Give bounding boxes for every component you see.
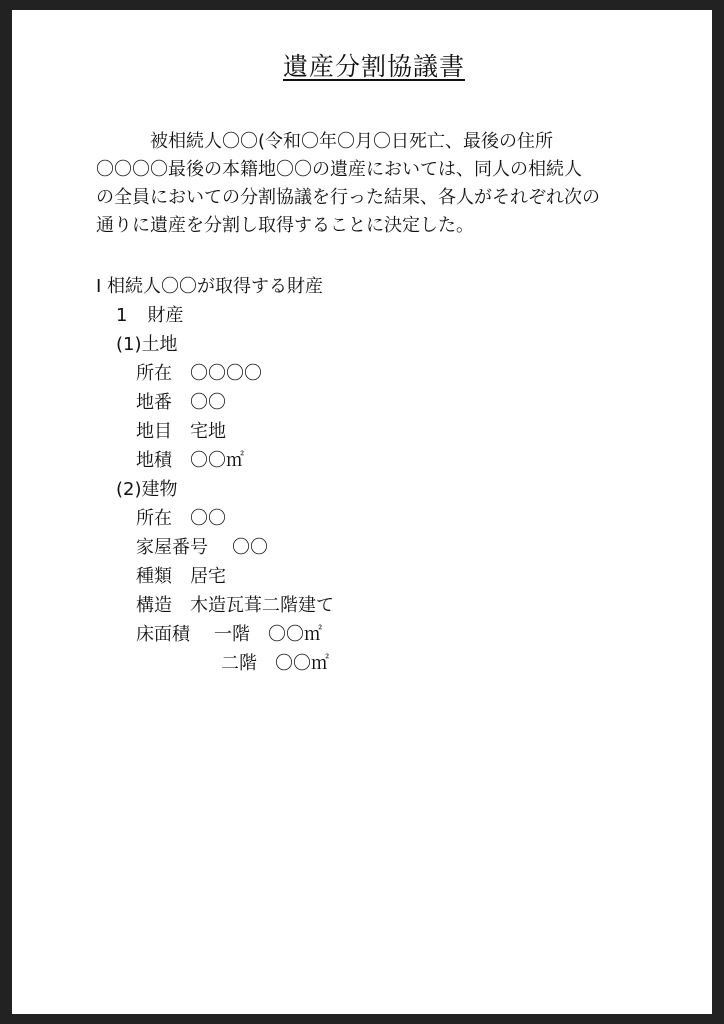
building-structure-label: 構造 bbox=[136, 595, 172, 616]
building-location-row bbox=[96, 504, 696, 533]
building-floor1-label: 一階 bbox=[214, 624, 250, 645]
land-area-value: 〇〇㎡ bbox=[190, 450, 244, 471]
intro-line: 〇〇〇〇最後の本籍地〇〇の遺産においては、同人の相続人 bbox=[96, 159, 582, 180]
property-number: 1 bbox=[116, 305, 128, 326]
land-location-row bbox=[96, 359, 696, 388]
property-row bbox=[96, 301, 696, 330]
building-floor2-row bbox=[96, 649, 696, 678]
building-type-row bbox=[96, 562, 696, 591]
land-area-label: 地積 bbox=[136, 450, 172, 471]
building-floor-area-label: 床面積 bbox=[136, 624, 190, 645]
property-label: 財産 bbox=[147, 305, 184, 326]
building-structure-value: 木造瓦葺二階建て bbox=[190, 595, 334, 616]
building-floor-area-row bbox=[96, 620, 696, 649]
intro-line: 通りに遺産を分割し取得することに決定した。 bbox=[96, 215, 474, 236]
land-lot-number-row bbox=[96, 388, 696, 417]
section-heading: I 相続人〇〇が取得する財産 bbox=[96, 276, 324, 297]
building-floor1-value: 〇〇㎡ bbox=[268, 624, 322, 645]
building-location-label: 所在 bbox=[136, 508, 172, 529]
document-title-text: 遺産分割協議書 bbox=[282, 52, 465, 81]
land-category-value: 宅地 bbox=[190, 421, 226, 442]
building-structure-row bbox=[96, 591, 696, 620]
intro-line: 被相続人〇〇(令和〇年〇月〇日死亡、最後の住所 bbox=[96, 131, 554, 152]
property-section bbox=[96, 272, 696, 678]
section-heading-row bbox=[96, 272, 696, 301]
building-location-value: 〇〇 bbox=[190, 508, 226, 529]
land-area-row bbox=[96, 446, 696, 475]
intro-paragraph bbox=[96, 128, 696, 240]
building-house-number-row bbox=[96, 533, 696, 562]
building-type-value: 居宅 bbox=[190, 566, 226, 587]
land-category-label: 地目 bbox=[136, 421, 172, 442]
land-location-label: 所在 bbox=[136, 363, 172, 384]
building-type-label: 種類 bbox=[136, 566, 172, 587]
land-heading-row bbox=[96, 330, 696, 359]
land-category-row bbox=[96, 417, 696, 446]
land-lot-number-label: 地番 bbox=[136, 392, 172, 413]
land-lot-number-value: 〇〇 bbox=[190, 392, 226, 413]
building-heading: (2)建物 bbox=[116, 479, 178, 500]
building-floor2-value: 〇〇㎡ bbox=[275, 653, 329, 674]
building-house-number-label: 家屋番号 bbox=[136, 537, 208, 558]
land-location-value: 〇〇〇〇 bbox=[190, 363, 262, 384]
building-floor2-label: 二階 bbox=[221, 653, 257, 674]
building-house-number-value: 〇〇 bbox=[232, 537, 268, 558]
building-heading-row bbox=[96, 475, 696, 504]
document-title bbox=[12, 50, 724, 84]
intro-line: の全員においての分割協議を行った結果、各人がそれぞれ次の bbox=[96, 187, 600, 208]
land-heading: (1)土地 bbox=[116, 334, 178, 355]
